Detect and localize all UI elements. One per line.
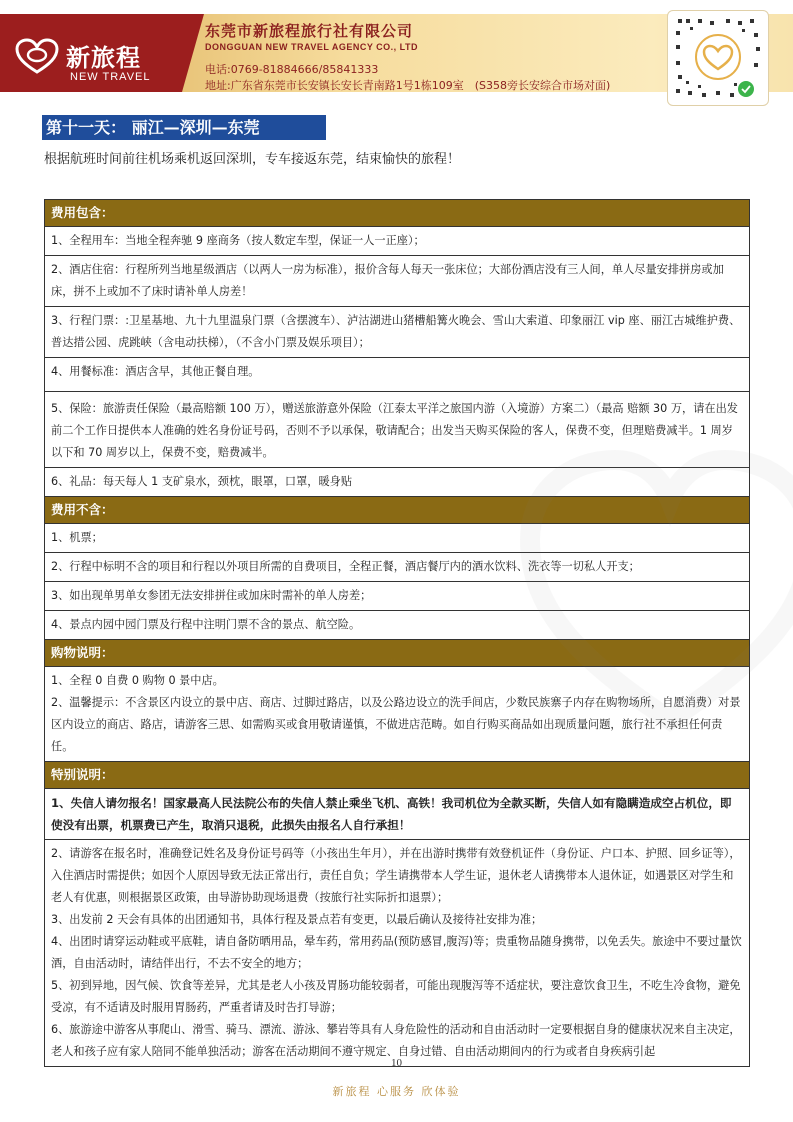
table-row	[45, 256, 750, 307]
included-item: 5、保险：旅游责任保险（最高赔额 100 万），赠送旅游意外保险（江泰太平洋之旅国内游（入境游）方案二）（最高 赔额 30 万，请在出发前二个工作日提供本人准确的姓名身份证号码，否则不予以承保，敬请配合；出发当天购买保险的客人，保费不变，但理赔费减半。1 周岁以下和 70 周岁以上，保费不变，赔费减半。	[45, 392, 750, 468]
day-title: 第十一天： 丽江—深圳—东莞	[42, 115, 326, 140]
letterhead	[0, 0, 793, 107]
shopping-notes: 1、全程 0 自费 0 购物 0 景中店。 2、温馨提示：不含景区内设立的景中店、商店、过脚过路店，以及公路边设立的洗手间店，少数民族寨子内存在购物场所，自愿消费）对景区内设立的商店、路店，请游客三思、如需购买或食用敬请谨慎，不做进店范畴。如自行购买商品如出现质量问题，旅行社不承担任何责任。	[45, 667, 750, 762]
included-item: 1、全程用车：当地全程奔驰 9 座商务（按人数定车型，保证一人一正座）；	[45, 227, 750, 256]
excluded-item: 3、如出现单男单女参团无法安排拼住或加床时需补的单人房差；	[45, 582, 750, 611]
table-row	[45, 840, 750, 1067]
brand-block	[0, 14, 195, 92]
brand-logo-icon	[14, 38, 60, 76]
page-number: 10	[391, 1057, 402, 1069]
company-name-en: DONGGUAN NEW TRAVEL AGENCY CO., LTD	[205, 42, 419, 52]
special-warning: 1、失信人请勿报名！国家最高人民法院公布的失信人禁止乘坐飞机、高铁！我司机位为全款买断，失信人如有隐瞒造成空占机位，即使没有出票，机票费已产生，取消只退税，此损失由报名人自行承担！	[45, 789, 750, 840]
excluded-item: 4、景点内园中园门票及行程中注明门票不含的景点、航空险。	[45, 611, 750, 640]
included-item: 4、用餐标准：酒店含早，其他正餐自理。	[45, 358, 750, 392]
included-item: 6、礼品：每天每人 1 支矿泉水，颈枕，眼罩，口罩，暖身贴	[45, 468, 750, 497]
qr-code-icon	[668, 11, 768, 105]
brand-name-en: NEW TRAVEL	[70, 71, 151, 83]
footer-slogan: 新旅程 心服务 欣体验	[332, 1085, 461, 1098]
excluded-item: 1、机票；	[45, 524, 750, 553]
section-heading-shopping: 购物说明：	[45, 640, 750, 667]
section-header-row	[45, 762, 750, 789]
day-description: 根据航班时间前往机场乘机返回深圳，专车接返东莞，结束愉快的旅程！	[44, 152, 461, 167]
watermark-logo-icon	[520, 420, 793, 740]
company-name-cn: 东莞市新旅程旅行社有限公司	[205, 22, 414, 40]
special-notes: 2、请游客在报名时，准确登记姓名及身份证号码等（小孩出生年月），并在出游时携带有效登机证件（身份证、户口本、护照、回乡证等），入住酒店时需提供；如因个人原因导致无法正常出行，责任自负；学生请携带本人学生证，退休老人请携带本人退休证，如遇景区对学生和老人有优惠，则根据景区政策，由导游协助现场退费（按旅行社实际折扣退票）； 3、出发前 2 天会有具体的出团通知书，具体行程及景点若有变更，以最后确认及接待社安排为准； 4、出团时请穿运动鞋或平底鞋，请自备防晒用品，晕车药，常用药品(预防感冒,腹泻)等；贵重物品随身携带，以免丢失。旅途中不要过量饮酒，自由活动时，请结伴出行，不去不安全的地方； 5、初到异地，因气候、饮食等差异，尤其是老人小孩及胃肠功能较弱者，可能出现腹泻等不适症状，要注意饮食卫生，不吃生冷食物，避免受凉，有不适请及时服用胃肠药，严重者请及时告打导游； 6、旅游途中游客从事爬山、滑雪、骑马、漂流、游泳、攀岩等具有人身危险性的活动和自由活动时一定要根据自身的健康状况来自主决定，老人和孩子应有家人陪同不能单独活动；游客在活动期间不遵守规定、自身过错、自由活动期间内的行为或者自身疾病引起	[45, 840, 750, 1067]
qr-code	[667, 10, 769, 106]
section-heading-special: 特别说明：	[45, 762, 750, 789]
table-row	[45, 358, 750, 392]
table-row	[45, 227, 750, 256]
company-address: 地址:广东省东莞市长安镇长安长青南路1号1栋109室 (S358旁长安综合市场对面)	[205, 79, 611, 92]
section-header-row	[45, 200, 750, 227]
table-row	[45, 307, 750, 358]
table-row	[45, 789, 750, 840]
company-phone: 电话:0769-81884666/85841333	[205, 63, 379, 76]
section-heading-excluded: 费用不含：	[45, 497, 750, 524]
included-item: 2、酒店住宿：行程所列当地星级酒店（以两人一房为标准），报价含每人每天一张床位；大部份酒店没有三人间，单人尽量安排拼房或加床，拼不上或加不了床时请补单人房差！	[45, 256, 750, 307]
section-heading-included: 费用包含：	[45, 200, 750, 227]
included-item: 3、行程门票：:卫星基地、九十九里温泉门票（含摆渡车）、泸沽湖进山猪槽船篝火晚会、雪山大索道、印象丽江 vip 座、丽江古城维护费、普达措公园、虎跳峡（含电动扶梯），（不含小门票及娱乐项目）；	[45, 307, 750, 358]
brand-name-cn: 新旅程	[66, 44, 141, 72]
excluded-item: 2、行程中标明不含的项目和行程以外项目所需的自费项目，全程正餐，酒店餐厅内的酒水饮料、洗衣等一切私人开支；	[45, 553, 750, 582]
